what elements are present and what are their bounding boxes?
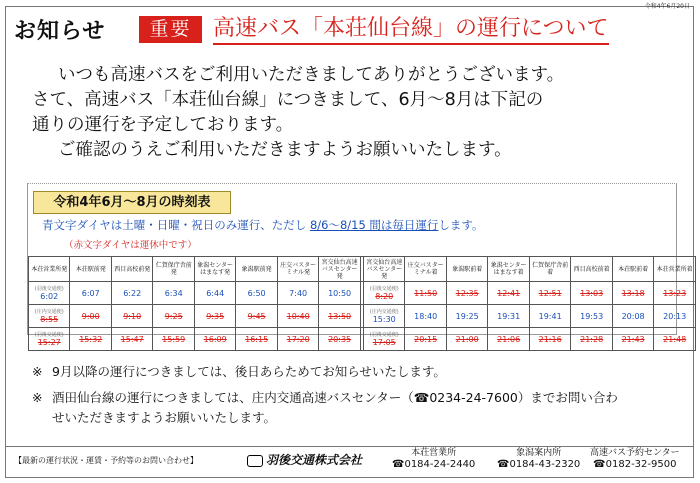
header-cell: 本荘営業所着	[654, 257, 696, 282]
arrival-time: 8:20	[375, 291, 394, 301]
table-row	[29, 282, 696, 305]
table-row	[29, 305, 696, 328]
departure-time: 7:40	[289, 288, 308, 298]
time-cell	[111, 282, 152, 305]
departure-time: 15:32	[79, 334, 103, 344]
intro-line: ご確認のうえご利用いただきますようお願いいたします。	[58, 140, 512, 160]
time-cell	[363, 328, 404, 351]
departure-time: 10:40	[286, 311, 310, 321]
office-honjo	[392, 448, 475, 470]
time-cell	[446, 282, 487, 305]
footnote-1	[32, 363, 446, 381]
time-cell	[277, 305, 318, 328]
time-cell	[153, 282, 194, 305]
time-cell	[236, 328, 277, 351]
note-mark: ※	[32, 390, 43, 405]
arrival-time: 21:28	[580, 334, 604, 344]
time-cell	[194, 328, 235, 351]
arrival-time: 19:31	[497, 311, 521, 321]
header-cell: 本荘駅前発	[70, 257, 111, 282]
header-cell: 宮交仙台高速 バスセンター発	[363, 257, 404, 282]
time-cell	[654, 328, 696, 351]
time-cell	[70, 305, 111, 328]
arrival-time: 20:15	[414, 334, 438, 344]
operator-note: (羽後交通便)	[34, 331, 64, 338]
time-cell	[277, 328, 318, 351]
time-cell	[405, 305, 446, 328]
time-cell	[654, 305, 696, 328]
intro-line: さて、高速バス「本荘仙台線」につきまして、6月〜8月は下記の	[32, 90, 544, 110]
time-cell	[111, 305, 152, 328]
arrival-time: 13:18	[621, 288, 645, 298]
time-cell	[529, 282, 570, 305]
operator-note: (羽後交通便)	[369, 331, 399, 338]
departure-time: 9:35	[206, 311, 225, 321]
header-cell: 庄交バスター ミナル発	[277, 257, 318, 282]
time-cell	[654, 282, 696, 305]
arrival-time: 19:25	[455, 311, 479, 321]
header-cell: 仁賀保庁舎前着	[529, 257, 570, 282]
time-cell	[277, 282, 318, 305]
time-cell	[153, 305, 194, 328]
operator-note: (庄内交通便)	[34, 308, 64, 315]
time-cell	[111, 328, 152, 351]
office-name: 本荘営業所	[411, 448, 457, 458]
departure-time: 6:44	[206, 288, 225, 298]
blue-note	[42, 217, 484, 233]
departure-time: 9:00	[81, 311, 100, 321]
departure-time: 6:50	[247, 288, 266, 298]
time-cell	[571, 328, 612, 351]
time-cell	[446, 305, 487, 328]
time-cell	[194, 282, 235, 305]
time-cell	[194, 305, 235, 328]
arrival-time: 13:23	[663, 288, 687, 298]
arrival-time: 17:05	[372, 337, 396, 347]
time-cell	[529, 305, 570, 328]
time-cell	[153, 328, 194, 351]
blue-note-period: 8/6〜8/15 間は毎日運行	[309, 218, 439, 232]
arrival-time: 12:41	[497, 288, 521, 298]
time-cell	[70, 282, 111, 305]
header-cell: 象潟センター はまなす発	[194, 257, 235, 282]
departure-time: 6:22	[123, 288, 142, 298]
footnote-1-text: 9月以降の運行につきましては、後日あらためてお知らせいたします。	[52, 364, 446, 379]
office-tel: ☎0182-32-9500	[593, 459, 677, 470]
blue-note-pre: 青文字ダイヤは土曜・日曜・祝日のみ運行、ただし	[42, 218, 310, 232]
arrival-time: 19:41	[538, 311, 562, 321]
header-cell: 象潟駅前発	[236, 257, 277, 282]
arrival-time: 21:00	[455, 334, 479, 344]
important-badge: 重要	[139, 16, 202, 43]
time-cell	[488, 328, 529, 351]
arrival-time: 13:03	[580, 288, 604, 298]
arrival-time: 20:13	[663, 311, 687, 321]
arrival-time: 21:06	[497, 334, 521, 344]
arrival-time: 12:51	[538, 288, 562, 298]
departure-time: 20:35	[328, 334, 352, 344]
note-mark: ※	[32, 364, 43, 379]
header-cell: 西目高校前発	[111, 257, 152, 282]
departure-time: 16:09	[203, 334, 227, 344]
departure-time: 6:07	[81, 288, 100, 298]
company-name: 羽後交通株式会社	[266, 453, 363, 467]
issue-date: 令和4年6月20日	[644, 3, 690, 10]
red-note: （赤文字ダイヤは運休中です）	[64, 240, 197, 251]
header-cell: 象潟駅前着	[446, 257, 487, 282]
header-cell: 宮交仙台高速 バスセンター発	[319, 257, 360, 282]
office-reservation	[590, 448, 680, 470]
header-cell: 仁賀保庁舎前発	[153, 257, 194, 282]
arrival-time: 19:53	[580, 311, 604, 321]
time-cell	[236, 305, 277, 328]
arrival-time: 21:16	[538, 334, 562, 344]
office-kisakata	[497, 448, 580, 470]
operator-note: (庄内交通便)	[369, 308, 399, 315]
departure-time: 9:10	[123, 311, 142, 321]
time-cell	[529, 328, 570, 351]
time-cell	[488, 305, 529, 328]
time-cell	[571, 305, 612, 328]
arrival-time: 15:30	[372, 314, 396, 324]
time-cell	[612, 282, 653, 305]
arrival-time: 12:35	[455, 288, 479, 298]
time-cell	[488, 282, 529, 305]
arrival-time: 11:50	[414, 288, 438, 298]
arrival-time: 20:08	[621, 311, 645, 321]
footnote-2	[32, 389, 618, 407]
footnote-2-text: 酒田仙台線の運行につきましては、庄内交通高速バスセンター（☎0234-24-7600）までお問い合わ	[52, 390, 618, 405]
departure-time: 17:20	[286, 334, 310, 344]
time-cell	[29, 282, 70, 305]
operator-note: (羽後交通便)	[34, 285, 64, 292]
office-tel: ☎0184-24-2440	[392, 459, 476, 470]
time-cell	[319, 305, 360, 328]
departure-time: 9:25	[164, 311, 183, 321]
time-cell	[405, 328, 446, 351]
time-cell	[446, 328, 487, 351]
time-cell	[29, 328, 70, 351]
intro-line: いつも高速バスをご利用いただきましてありがとうございます。	[58, 65, 565, 85]
departure-time: 9:45	[247, 311, 266, 321]
timetable-header-row	[29, 257, 696, 282]
timetable	[28, 256, 696, 351]
departure-time: 13:50	[328, 311, 352, 321]
time-cell	[405, 282, 446, 305]
time-cell	[363, 282, 404, 305]
arrival-time: 18:40	[414, 311, 438, 321]
blue-note-post: します。	[438, 218, 484, 232]
page-title: 高速バス「本荘仙台線」の運行について	[213, 15, 609, 45]
footnote-2-cont: せいただきますようお願いいたします。	[52, 410, 277, 425]
departure-time: 6:02	[40, 291, 59, 301]
time-cell	[319, 282, 360, 305]
company-mark-icon	[247, 455, 263, 467]
departure-time: 15:27	[37, 337, 61, 347]
arrival-time: 21:48	[663, 334, 687, 344]
office-name: 象潟案内所	[516, 448, 562, 458]
header-cell: 庄交バスター ミナル着	[405, 257, 446, 282]
departure-time: 6:34	[164, 288, 183, 298]
intro-line: 通りの運行を予定しております。	[32, 115, 294, 135]
office-tel: ☎0184-43-2320	[497, 459, 581, 470]
departure-time: 16:15	[245, 334, 269, 344]
time-cell	[319, 328, 360, 351]
time-cell	[571, 282, 612, 305]
time-cell	[29, 305, 70, 328]
inquiry-label: 【最新の運行状況・運賃・予約等のお問い合わせ】	[14, 456, 198, 465]
header-cell: 象潟センター はまなす着	[488, 257, 529, 282]
notice-label: お知らせ	[14, 19, 106, 44]
departure-time: 10:50	[328, 288, 352, 298]
header-cell: 本荘駅前着	[612, 257, 653, 282]
time-cell	[612, 305, 653, 328]
operator-note: (羽後交通便)	[369, 285, 399, 292]
period-label: 令和4年6月〜8月の時刻表	[33, 191, 231, 214]
time-cell	[236, 282, 277, 305]
departure-time: 15:47	[120, 334, 144, 344]
intro-text	[32, 63, 672, 163]
header-cell: 西目高校前着	[571, 257, 612, 282]
header-cell: 本荘営業所発	[29, 257, 70, 282]
time-cell	[70, 328, 111, 351]
time-cell	[612, 328, 653, 351]
departure-time: 8:55	[40, 314, 59, 324]
office-name: 高速バス予約センター	[590, 448, 680, 458]
arrival-time: 21:43	[621, 334, 645, 344]
departure-time: 15:59	[162, 334, 186, 344]
table-row	[29, 328, 696, 351]
time-cell	[363, 305, 404, 328]
company-logo	[247, 451, 362, 468]
